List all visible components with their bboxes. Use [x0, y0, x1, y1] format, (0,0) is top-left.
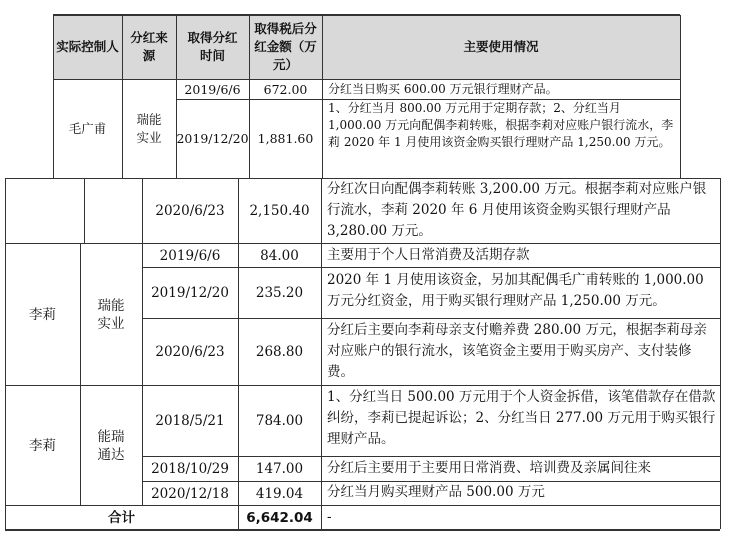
amount-cell: 235.20 — [255, 285, 304, 301]
header-usage: 主要使用情况 — [463, 39, 539, 54]
usage-cell: 1、分红当日 500.00 万元用于个人资金拆借，该笔借款存在借款纠纷，李莉已提起诉讼；2、分红当日 277.00 万元用于购买银行理财产品。 — [327, 389, 716, 447]
total-usage: - — [327, 509, 332, 525]
usage-cell: 主要用于个人日常消费及活期存款 — [327, 247, 530, 263]
usage-cell: 分红当月购买理财产品 500.00 万元 — [327, 484, 545, 500]
date-cell: 2018/5/21 — [155, 413, 225, 429]
amount-cell: 419.04 — [255, 485, 304, 502]
usage-cell: 分红后主要用于主要用日常消费、培训费及亲属间往来 — [327, 460, 651, 476]
source-cell: 瑞能实业 — [136, 112, 162, 145]
usage-cell: 2020 年 1 月使用该资金，另加其配偶毛广甫转账的 1,000.00 万元分红资金，用于购买银行理财产品 1,250.00 万元。 — [327, 272, 704, 309]
date-cell: 2019/12/20 — [151, 285, 229, 301]
usage-cell: 分红后主要向李莉母亲支付赡养费 280.00 万元，根据李莉母亲对应账户的银行流水，该笔资金主要用于购买房产、支付装修费。 — [327, 322, 707, 380]
amount-cell: 2,150.40 — [249, 203, 310, 219]
total-amount: 6,642.04 — [246, 509, 313, 526]
header-time: 取得分红时间 — [187, 30, 238, 63]
controller-cell: 李莉 — [29, 437, 56, 454]
header-controller: 实际控制人 — [56, 39, 119, 54]
source-cell: 能瑞通达 — [97, 428, 125, 463]
usage-cell: 分红次日向配偶李莉转账 3,200.00 万元。根据李莉对应账户银行流水，李莉 2020 年 6 月使用该资金购买银行理财产品 3,280.00 万元。 — [327, 181, 707, 239]
rule — [321, 178, 322, 529]
amount-cell: 268.80 — [255, 344, 304, 360]
usage-cell: 分红当日购买 600.00 万元银行理财产品。 — [328, 82, 558, 96]
rule — [84, 178, 85, 243]
amount-cell: 672.00 — [263, 81, 308, 97]
controller-cell: 毛广甫 — [68, 121, 107, 136]
header-source: 分红来源 — [130, 30, 168, 63]
date-cell: 2019/6/6 — [159, 247, 221, 264]
amount-cell: 1,881.60 — [257, 131, 314, 146]
amount-cell: 784.00 — [255, 413, 304, 429]
source-cell: 瑞能实业 — [97, 297, 125, 332]
date-cell: 2020/12/18 — [151, 485, 229, 502]
amount-cell: 84.00 — [260, 247, 299, 264]
date-cell: 2019/12/20 — [176, 131, 249, 146]
controller-cell: 李莉 — [29, 306, 56, 323]
total-label: 合计 — [108, 509, 135, 526]
amount-cell: 147.00 — [255, 461, 304, 477]
date-cell: 2020/6/23 — [155, 344, 225, 360]
date-cell: 2020/6/23 — [155, 203, 225, 219]
usage-cell: 1、分红当月 800.00 万元用于定期存款；2、分红当月 1,000.00 万元向配偶李莉转账，根据李莉对应账户银行流水，李莉 2020 年 1 月使用该资金购买银行理财产品 1,250.00 万元。 — [328, 101, 674, 149]
rule — [680, 15, 681, 179]
date-cell: 2019/6/6 — [184, 81, 241, 97]
date-cell: 2018/10/29 — [151, 461, 229, 477]
rule — [720, 178, 721, 529]
header-amount: 取得税后分红金额（万元） — [254, 21, 317, 72]
rule — [5, 529, 720, 531]
